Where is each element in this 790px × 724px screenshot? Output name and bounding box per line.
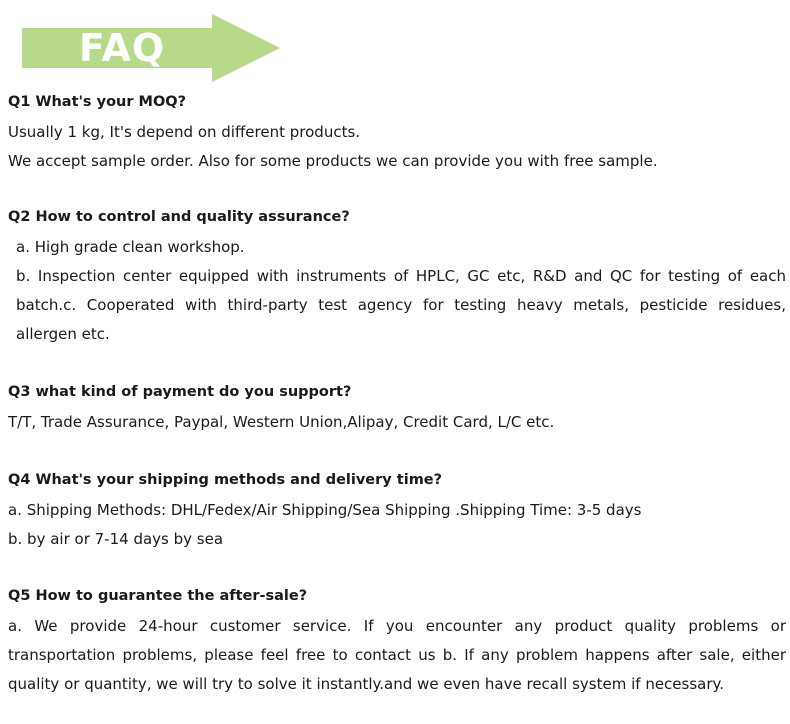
faq-item-5 — [8, 586, 786, 699]
faq-answer: Usually 1 kg, It's depend on different products. — [8, 123, 361, 141]
faq-item-3 — [8, 382, 786, 437]
faq-item-2 — [8, 207, 786, 349]
faq-answer: a. High grade clean workshop. — [16, 238, 245, 256]
faq-question: Q4 What's your shipping methods and delivery time? — [8, 472, 443, 488]
faq-question: Q1 What's your MOQ? — [8, 94, 187, 110]
faq-question: Q5 How to guarantee the after-sale? — [8, 588, 308, 604]
banner-title: FAQ — [78, 26, 166, 70]
faq-item-4 — [8, 470, 786, 554]
faq-answer: a. We provide 24-hour customer service. If you encounter any product quality problems or transportation problems, please feel free to contact us b. If any problem happens after sale, either quality or quantity, we will try to solve it instantly.and we even have recall system if necessary. — [8, 617, 786, 693]
faq-answer: b. Inspection center equipped with instruments of HPLC, GC etc, R&D and QC for testing of each batch.c. Cooperated with third-party test agency for testing heavy metals, pesticide residues, allergen etc. — [16, 267, 786, 343]
faq-answer: a. Shipping Methods: DHL/Fedex/Air Shipping/Sea Shipping .Shipping Time: 3-5 days — [8, 501, 642, 519]
faq-answer: T/T, Trade Assurance, Paypal, Western Union,Alipay, Credit Card, L/C etc. — [8, 413, 555, 431]
faq-banner — [22, 14, 282, 82]
faq-question: Q2 How to control and quality assurance? — [8, 209, 350, 225]
faq-question: Q3 what kind of payment do you support? — [8, 384, 352, 400]
faq-answer: We accept sample order. Also for some products we can provide you with free sample. — [8, 152, 658, 170]
faq-item-1 — [8, 92, 786, 176]
faq-answer: b. by air or 7-14 days by sea — [8, 530, 224, 548]
